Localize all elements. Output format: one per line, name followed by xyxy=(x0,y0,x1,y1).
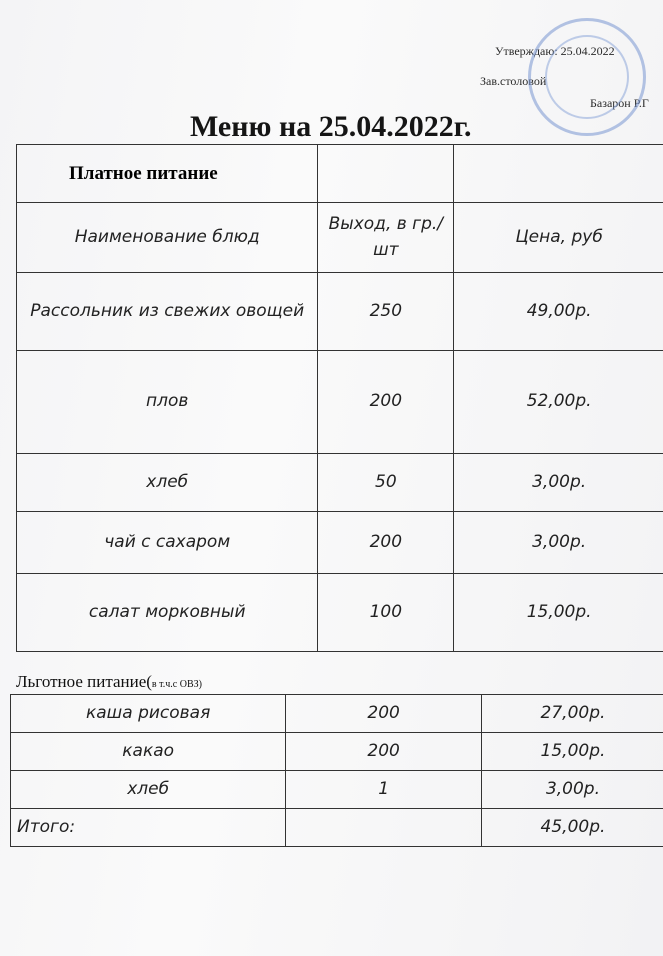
paid-menu-table xyxy=(16,144,663,652)
dish-name: какао xyxy=(11,733,286,771)
dish-yield: 50 xyxy=(318,454,454,512)
dish-price: 52,00р. xyxy=(454,351,663,454)
page-title: Меню на 25.04.2022г. xyxy=(190,110,472,143)
dish-price: 3,00р. xyxy=(454,454,663,512)
dish-price: 49,00р. xyxy=(454,273,663,351)
dish-yield: 100 xyxy=(318,574,454,652)
col-header-yield: Выход, в гр./шт xyxy=(318,203,454,273)
approval-line: Утверждаю: 25.04.2022 xyxy=(495,44,615,58)
dish-price: 15,00р. xyxy=(481,733,663,771)
dish-name: хлеб xyxy=(11,771,286,809)
dish-price: 3,00р. xyxy=(481,771,663,809)
table-row xyxy=(17,574,663,652)
benefit-section-note: в т.ч.с ОВЗ) xyxy=(151,679,202,690)
dish-name: каша рисовая xyxy=(11,695,286,733)
col-header-price: Цена, руб xyxy=(454,203,663,273)
table-row xyxy=(17,454,663,512)
approval-signatory: Базарон Р.Г xyxy=(590,96,649,110)
dish-name: Рассольник из свежих овощей xyxy=(17,273,318,351)
paid-section-label: Платное питание xyxy=(17,145,318,203)
table-row xyxy=(11,771,663,809)
round-stamp xyxy=(528,18,646,136)
dish-yield: 200 xyxy=(318,351,454,454)
total-label: Итого: xyxy=(11,809,286,847)
table-row xyxy=(17,351,663,454)
dish-price: 15,00р. xyxy=(454,574,663,652)
table-row xyxy=(17,512,663,574)
table-row xyxy=(11,695,663,733)
dish-price: 27,00р. xyxy=(481,695,663,733)
total-value: 45,00р. xyxy=(481,809,663,847)
dish-name: чай с сахаром xyxy=(17,512,318,574)
dish-price: 3,00р. xyxy=(454,512,663,574)
benefit-menu-table xyxy=(10,694,663,847)
approval-position: Зав.столовой xyxy=(480,74,547,88)
dish-yield: 200 xyxy=(286,733,482,771)
table-row xyxy=(17,273,663,351)
dish-yield: 1 xyxy=(286,771,482,809)
table-row xyxy=(11,733,663,771)
dish-yield: 250 xyxy=(318,273,454,351)
dish-yield: 200 xyxy=(318,512,454,574)
benefit-section-label: Льготное питание(в т.ч.с ОВЗ) xyxy=(16,672,202,691)
col-header-name: Наименование блюд xyxy=(17,203,318,273)
dish-yield: 200 xyxy=(286,695,482,733)
total-row xyxy=(11,809,663,847)
dish-name: плов xyxy=(17,351,318,454)
dish-name: салат морковный xyxy=(17,574,318,652)
dish-name: хлеб xyxy=(17,454,318,512)
